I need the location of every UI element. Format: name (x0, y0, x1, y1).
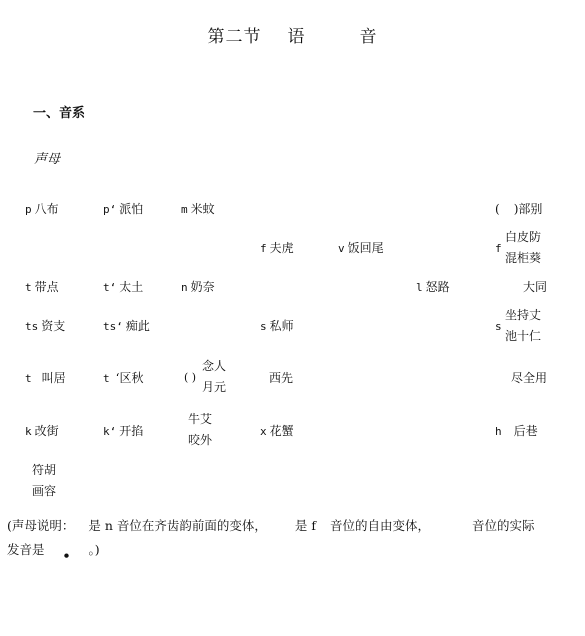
initial-l: l 怒路 (416, 280, 450, 294)
initial-s-variant: s 坐持丈 池十仁 (495, 308, 542, 343)
initial-p: p 八布 (25, 202, 59, 216)
note-line-2: 发音是 • 。) (7, 538, 535, 568)
initial-c: 西先 (269, 371, 294, 385)
initial-tsh: ts‘ 痴此 (103, 319, 150, 333)
initial-blank-datong: 大同 (523, 280, 548, 294)
page-title (0, 22, 585, 47)
initial-t: t 带点 (25, 280, 59, 294)
initial-h: h 后巷 (495, 424, 538, 438)
initial-f: f 夫虎 (260, 241, 294, 255)
initial-kh: k‘ 开掐 (103, 424, 144, 438)
subheading: 声母 (34, 152, 61, 167)
initial-m: m 米蚊 (181, 202, 215, 216)
initial-s: s 私师 (260, 319, 294, 333)
title-part-2: 语 (287, 27, 306, 47)
section-heading: 一、音系 (33, 106, 86, 121)
initial-tch: t ‘区秋 (103, 371, 144, 385)
initial-v: v 饭回尾 (338, 241, 384, 255)
initial-ph: p‘ 派怕 (103, 202, 144, 216)
initial-f-variant: f 白皮防 混柜葵 (495, 230, 542, 265)
initial-x: x 花蟹 (260, 424, 294, 438)
initials-note (7, 514, 535, 568)
initial-ts: ts 资支 (25, 319, 66, 333)
initial-blank-niu: 牛艾 咬外 (188, 412, 213, 447)
initial-th: t‘ 太土 (103, 280, 144, 294)
initial-blank-jin: 尽全用 (511, 371, 548, 385)
initial-tc: t 叫居 (25, 371, 66, 385)
initial-blank-fu: 符胡 画容 (32, 463, 57, 498)
initial-blank-bu: ( )部别 (495, 202, 543, 216)
title-part-3: 音 (359, 27, 378, 47)
initial-k: k 改街 (25, 424, 59, 438)
note-line-1: (声母说明： 是 n 音位在齐齿韵前面的变体， 是 f 音位的自由变体， 音位的实际 (7, 518, 535, 533)
note-dot: • (62, 548, 71, 563)
initial-n: n 奶奈 (181, 280, 215, 294)
title-part-1: 第二节 (207, 27, 262, 47)
initial-blank-nian: ( ) 念人 月元 (184, 359, 227, 394)
